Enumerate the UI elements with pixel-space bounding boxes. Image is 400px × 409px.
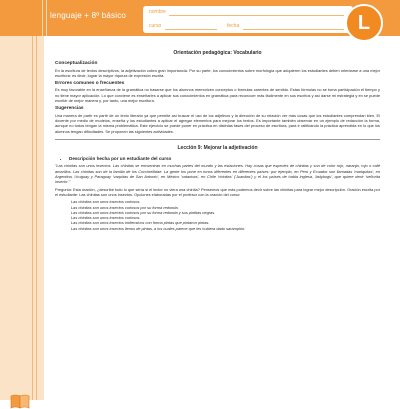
student-info-box <box>143 6 353 33</box>
lesson-bullets <box>55 156 380 161</box>
example-sentence: Las chinitas son unos insectos llenos de pintas, a los cuales parece que les hubiera dado sarampión. <box>71 225 246 231</box>
lesson-questions: Pregunta: Esta oración, ¿describe todo lo que sería si el lector no viera una chinita? Pensemos que más podemos decir sobre las chinitas para lograr mejor descripción. Oración escrita por el estudiante: Las chinitas son unos insectos. Opciones elaboradas por el profesor con la oración del curso: <box>55 186 380 197</box>
course-line[interactable] <box>165 29 217 30</box>
student-description: "Las chinitas son unos insectos. Las chinitas se encuentran en muchas partes del mundo y las estaciones. Hay cosas que especies de chinitas y son de color rojo, naranja, rojo o café amarillos. Las chinitas son de la familia de los Coccinellidae. La gente los pone en tonos diferentes en diferentes países: por ejemplo, en Perú y Ecuador son llamadas 'mariquitas', en Argentina, Uruguay y Paraguay 'vaquitas de San Antonio', en México 'catarinas', en Chile 'chinitas' ('Juanitas') y el los países de habla inglesa, 'ladybugs', que quiere decir 'señorita insecto'." <box>55 163 380 185</box>
example-sentence: Las chinitas son unos insectos curiosos. <box>71 199 141 205</box>
document-body <box>55 51 380 231</box>
subject-title: lenguaje + 8º básico <box>50 11 127 20</box>
example-sentence: Las chinitas son unos insectos curiosos. <box>71 215 141 221</box>
name-label: nombre <box>149 9 166 15</box>
course-label: curso <box>149 23 162 29</box>
section-paragraph: Es muy favorable en la enseñanza de la gramática no basarse que los alumnos memoricen conceptos o fórmulas carentes de sentido. Estas fórmulas no se toma participación el tiempo y no tiene mayor aplicación. Lo que conviene es enseñarles a aplicar sus conocimientos en gramática para reconocer más fácilmente en sus escritos y así darse mi estrategia y en se puede escribir de mejor manera y, por tanto, una mejor escritura. <box>55 87 380 104</box>
section-heading: Conceptualización <box>55 61 98 67</box>
header-stripes <box>42 0 47 36</box>
section-heading: Errores comunes o frecuentes <box>55 81 125 87</box>
book-icon <box>10 393 30 409</box>
example-sentence: Las chinitas son unos insectos curiosos por su forma redonda. <box>71 204 179 210</box>
name-line[interactable] <box>169 15 344 16</box>
sidebar-strip <box>0 36 44 400</box>
subject-badge: L <box>345 4 383 42</box>
section-heading: Sugerencias <box>55 106 84 112</box>
example-sentence: Las chinitas son unos insectos curiosos por su forma redonda y sus pintitas negras. <box>71 209 216 215</box>
section-paragraph: Una manera de partir es partir de un texto literario ya que permite así buscar el uso de los adjetivos y la dirección de su relación ver más cosas que los estudiantes comprendan bien. El docente por medio de modelos, enseña y los estudiantes a aplicar el agregar elementos para mejorar los textos. Es importante también observar en un ejemplo de redacción la forma, aunque no todos tengan la misma problemática. Este ejercicio se puede poner en práctica en distintas fases del proceso de escritura, para ir ratificando la práctica aprendida en lo que los alumnos tengan dificultades. Se proponen las siguientes actividades. <box>55 112 380 134</box>
date-line[interactable] <box>243 29 344 30</box>
sidebar-rule <box>36 36 37 400</box>
sidebar-rule <box>32 36 33 400</box>
section-paragraph: En la escritura de textos descriptivos, la adjetivación cobra gran importancia. Por su parte, los conocimientos sobre morfología que adquieren los estudiantes deben orientarse a una mejor escritura: es decir, lograr la mayor riqueza de expresión escrita. <box>55 67 380 78</box>
document-title: Orientación pedagógica: Vocabulario <box>173 50 262 56</box>
date-label: fecha <box>227 23 240 29</box>
header-bar <box>0 0 400 36</box>
example-sentence: Las chinitas son unos insectos inofensivos con forma pintas que pintaron pintas. <box>71 220 210 226</box>
lesson-title: Lección 9: Mejorar la adjetivación <box>177 144 258 151</box>
divider <box>55 139 380 140</box>
lesson-bullet: • Descripción hecha por un estudiante del curso <box>69 156 380 161</box>
